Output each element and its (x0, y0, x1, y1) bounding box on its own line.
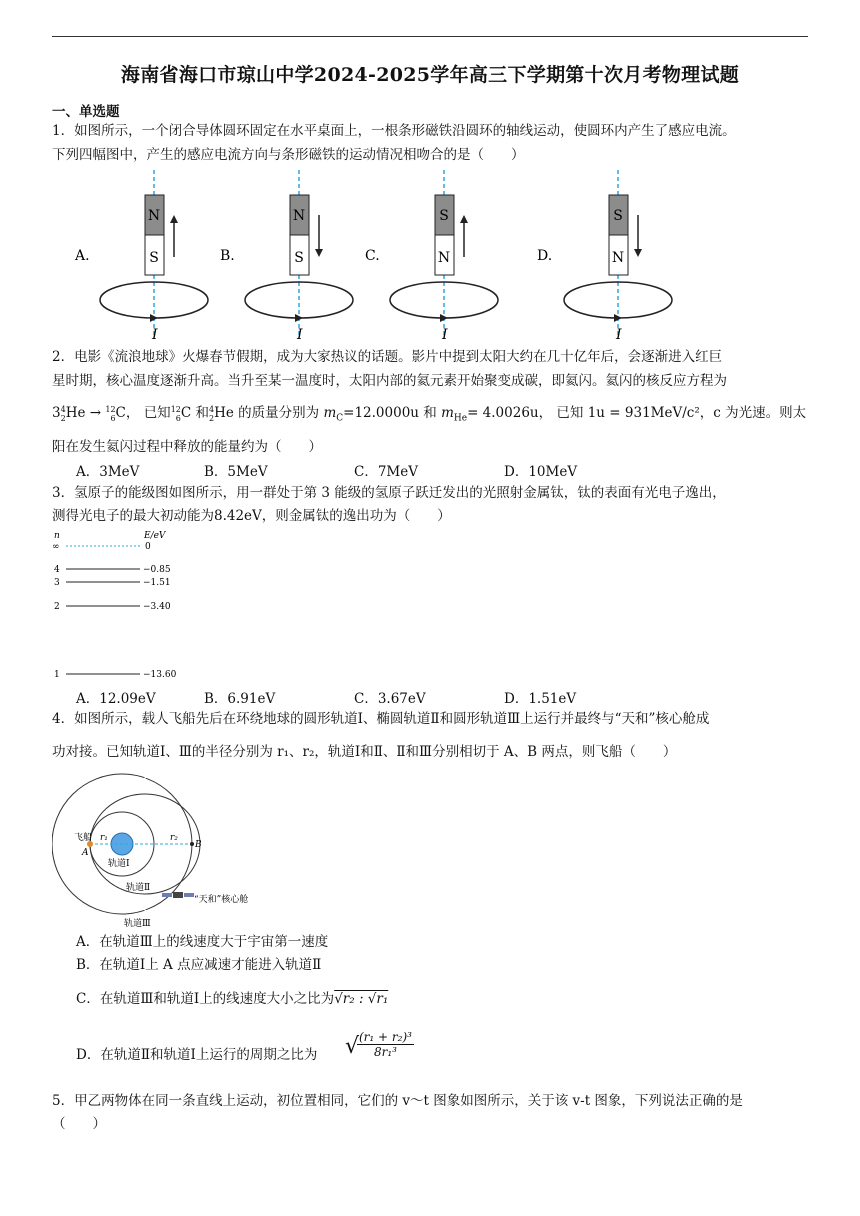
q3-level-inf-n: ∞ (52, 542, 60, 552)
q3-level-3-n: 3 (54, 578, 60, 588)
q2-option-a[interactable]: A．3MeV (76, 464, 140, 480)
q5-text-line2: （ ） (52, 1116, 106, 1132)
q1-fig-a-label: A. (75, 248, 90, 264)
q2-text-line1: 2．电影《流浪地球》火爆春节假期，成为大家热议的话题。影片中提到太阳大约在几十亿年后，会逐渐进入红巨 (52, 349, 723, 365)
top-rule (52, 36, 808, 37)
q3-level-2-e: −3.40 (143, 602, 171, 612)
q2-he: He → (65, 405, 102, 421)
q1-fig-c-bottom-pole: N (437, 250, 451, 266)
q3-text-line2: 测得光电子的最大初动能为8.42eV，则金属钛的逸出功为（ ） (52, 508, 451, 524)
q2-text-line2: 星时期，核心温度逐渐升高。当升至某一温度时，太阳内部的氦元素开始聚变成碳，即氦闪。氦闪的核反应方程为 (52, 373, 727, 389)
q2-c: C， (115, 405, 140, 421)
q1-fig-a-current: I (152, 327, 158, 343)
q4-orbit1-label: 轨道Ⅰ (108, 859, 130, 869)
q4-point-b: B (195, 840, 202, 850)
q4-orbit-diagram (52, 772, 272, 932)
q3-level-3-e: −1.51 (143, 578, 171, 588)
q3-text-line1: 3．氢原子的能级图如图所示，用一群处于第 3 能级的氢原子跃迁发出的光照射金属钛，钛的表面有光电子逸出， (52, 485, 726, 501)
q1-fig-d-label: D. (537, 248, 553, 264)
q2-text-line4: 阳在发生氦闪过程中释放的能量约为（ ） (52, 439, 322, 455)
q4-option-d-den: 8r₁³ (373, 1045, 397, 1059)
q1-fig-a-top-pole: N (147, 208, 161, 224)
q2-mhe: m (441, 405, 454, 421)
q2-known-unit: 已知 1u = 931MeV/c²， (556, 405, 714, 421)
q3-option-d[interactable]: D．1.51eV (504, 691, 577, 707)
q2-option-b[interactable]: B．5MeV (204, 464, 268, 480)
section-heading: 一、单选题 (52, 104, 120, 120)
q1-fig-d-current: I (616, 327, 622, 343)
q4-option-a[interactable]: A．在轨道Ⅲ上的线速度大于宇宙第一速度 (76, 934, 329, 950)
q3-axis-n: n (54, 531, 60, 541)
q3-axis-e: E/eV (144, 531, 166, 541)
q4-option-b[interactable]: B．在轨道Ⅰ上 A 点应减速才能进入轨道Ⅱ (76, 957, 322, 973)
q2-mhe-val: = 4.0026u， (467, 405, 553, 421)
q4-text-line1: 4．如图所示，载人飞船先后在环绕地球的圆形轨道Ⅰ、椭圆轨道Ⅱ和圆形轨道Ⅲ上运行并最终与“天和”核心舱成 (52, 711, 710, 727)
q2-option-c[interactable]: C．7MeV (354, 464, 418, 480)
q4-r2: r₂ (170, 833, 178, 843)
q3-level-1-e: −13.60 (143, 670, 177, 680)
q4-module-label: “天和”核心舱 (194, 895, 249, 905)
q4-option-d-text: D．在轨道Ⅱ和轨道Ⅰ上运行的周期之比为 (76, 1047, 318, 1063)
q3-level-4-e: −0.85 (143, 565, 171, 575)
q3-level-2-n: 2 (54, 602, 60, 612)
q1-fig-c (365, 170, 498, 343)
q3-level-inf-e: 0 (145, 542, 151, 552)
q1-fig-a (74, 170, 208, 343)
q1-fig-c-current: I (442, 327, 448, 343)
q3-level-4-n: 4 (54, 565, 60, 575)
q4-r1: r₁ (100, 833, 108, 843)
q2-coef: 3 (52, 405, 61, 421)
q1-fig-c-top-pole: S (439, 208, 449, 224)
q3-option-a[interactable]: A．12.09eV (76, 691, 156, 707)
q1-text-line1: 1．如图所示，一个闭合导体圆环固定在水平桌面上，一根条形磁铁沿圆环的轴线运动，使圆环内产生了感应电流。 (52, 123, 736, 139)
q2-mc: m (323, 405, 337, 421)
q4-orbit3-label: 轨道Ⅲ (124, 919, 151, 929)
q2-known-prefix: 已知 (143, 405, 171, 421)
q4-option-d-fraction: √ (r₁ + r₂)³ 8r₁³ (345, 1030, 412, 1059)
q1-fig-b-bottom-pole: S (294, 250, 304, 266)
q1-fig-a-bottom-pole: S (149, 250, 159, 266)
q1-fig-d-top-pole: S (613, 208, 623, 224)
q4-ship-label: 飞船 (74, 833, 93, 843)
q1-fig-b-current: I (297, 327, 303, 343)
q1-text-line2: 下列四幅图中，产生的感应电流方向与条形磁铁的运动情况相吻合的是（ ） (52, 147, 525, 163)
q3-option-c[interactable]: C．3.67eV (354, 691, 426, 707)
q4-option-d[interactable] (76, 1042, 836, 1068)
q3-option-b[interactable]: B．6.91eV (204, 691, 276, 707)
q4-option-c-text: C．在轨道Ⅲ和轨道Ⅰ上的线速度大小之比为 (76, 991, 335, 1007)
q2-mc-val: =12.0000u 和 (343, 405, 437, 421)
q3-options (76, 687, 576, 707)
q1-fig-b-top-pole: N (292, 208, 306, 224)
q4-orbit2-label: 轨道Ⅱ (126, 883, 151, 893)
q2-c-light: c 为光速。则太 (713, 405, 807, 421)
q3-level-1-n: 1 (54, 670, 60, 680)
q2-c2: C 和 (180, 405, 209, 421)
q1-fig-b (220, 170, 353, 343)
q2-options (76, 460, 577, 480)
q1-fig-d-bottom-pole: N (611, 250, 625, 266)
q1-figures (60, 165, 710, 345)
q3-energy-level-diagram (52, 528, 192, 683)
q1-fig-c-label: C. (365, 248, 380, 264)
q2-equation-line: 34 2He → 12 6C， 已知12 6C 和4 2He 的质量分别为 $m_C=12.0000u$ 和 $m_{He}= 4.0026u$， 已知 1u = 931MeV/c²，c 为光速。则太 (52, 404, 807, 424)
q4-module-icon (162, 892, 194, 898)
q2-he2: He 的质量分别为 (214, 405, 320, 421)
q2-option-d[interactable]: D．10MeV (504, 464, 578, 480)
q1-fig-d (537, 170, 672, 343)
q1-fig-b-label: B. (220, 248, 235, 264)
q4-text-line2: 功对接。已知轨道Ⅰ、Ⅲ的半径分别为 r₁、r₂，轨道Ⅰ和Ⅱ、Ⅱ和Ⅲ分别相切于 A、B 两点，则飞船（ ） (52, 744, 677, 760)
q4-option-c[interactable] (76, 986, 836, 1012)
q4-option-c-math: √r₂ : √r₁ (334, 991, 389, 1007)
page-title: 海南省海口市琼山中学2024-2025学年高三下学期第十次月考物理试题 (120, 64, 740, 86)
q4-option-d-num: (r₁ + r₂)³ (359, 1030, 412, 1044)
q5-text-line1: 5．甲乙两物体在同一条直线上运动，初位置相同，它们的 v～t 图象如图所示，关于该 v-t 图象，下列说法正确的是 (52, 1093, 743, 1109)
q4-point-a: A (82, 848, 89, 858)
